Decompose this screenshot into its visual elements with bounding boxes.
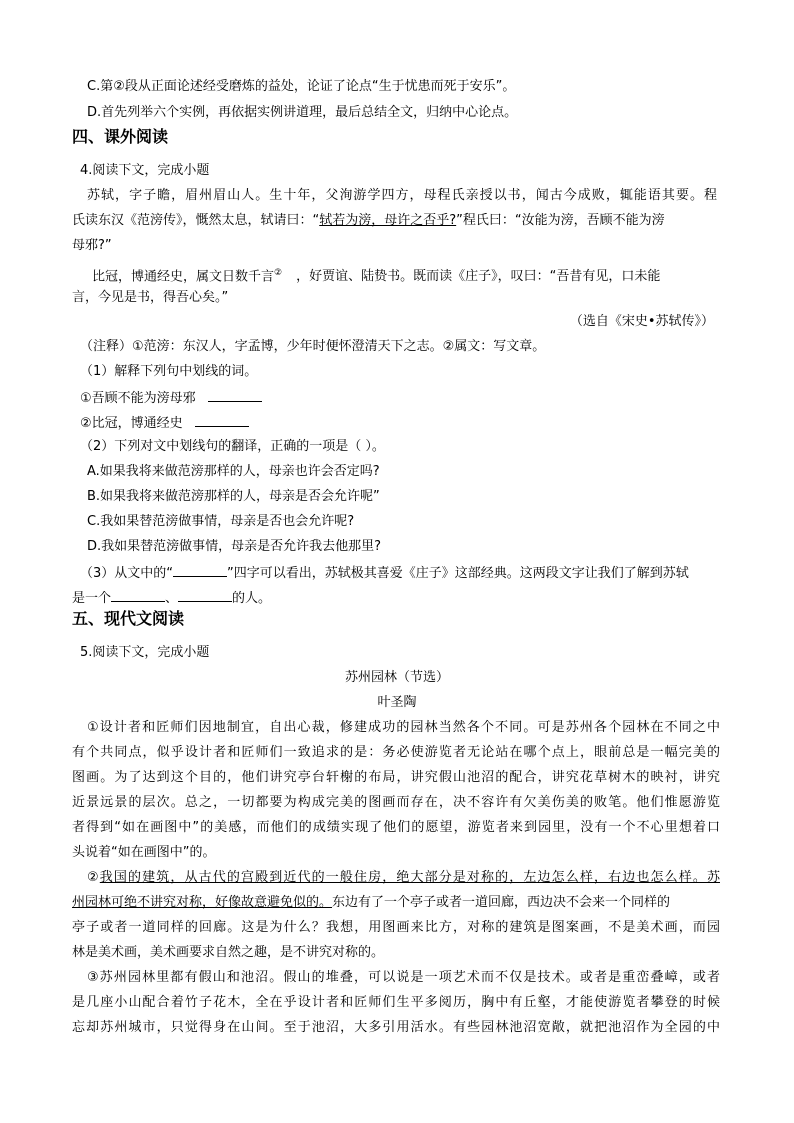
section-4-heading: 四、课外阅读	[72, 127, 169, 146]
option-c: C.我如果替范滂做事情，母亲是否也会允许呢?	[87, 514, 355, 529]
option-c: C.第②段从正面论述经受磨炼的益处，论证了论点“生于忧患而死于安乐”。	[87, 79, 516, 94]
article-title: 苏州园林（节选）	[344, 670, 449, 685]
footnote-marker: ②	[274, 268, 283, 278]
sub-question-1: （1）解释下列句中划线的词。	[80, 364, 258, 379]
paragraph-line: 亭子或者一道同样的回廊。这是为什么？我想，用图画来比方，对称的建筑是图案画，不是美术画，而园	[72, 920, 720, 935]
paragraph-line: 图画。为了达到这个目的，他们讲究亭台轩榭的布局，讲究假山池沼的配合，讲究花草树木的映衬，讲究	[72, 770, 720, 785]
option-b: B.如果我将来做范滂那样的人，母亲是否会允许呢”	[87, 489, 380, 504]
passage-line: 言，今见是书，得吾心矣。”	[72, 290, 229, 305]
section-5-heading: 五、现代文阅读	[72, 609, 185, 628]
question-5-prompt: 5.阅读下文，完成小题	[80, 645, 210, 660]
paragraph-line: 者得到“如在画图中”的美感，而他们的成绩实现了他们的愿望，游览者来到园里，没有一个不心里想着口	[72, 820, 720, 835]
sub-question-3: （3）从文中的“ ”四字可以看出，苏轼极其喜爱《庄子》这部经典。这两段文字让我们了解到苏轼	[80, 562, 722, 584]
passage-line: 母邪?”	[72, 238, 112, 253]
article-author: 叶圣陶	[377, 695, 417, 710]
paragraph-line: ②我国的建筑，从古代的宫殿到近代的一般住房，绝大部分是对称的，左边怎么样，右边也怎么样。苏	[87, 870, 720, 885]
underlined-sentence: 州园林可绝不讲究对称，好像故意避免似的。	[72, 895, 333, 910]
paragraph-line: 近景远景的层次。总之，一切都要为构成完美的图画而存在，决不容许有欠美伤美的败笔。他们惟愿游览	[72, 795, 720, 810]
answer-blank[interactable]	[173, 562, 227, 577]
sub-question-3-cont: 是一个 、 的人。	[72, 587, 722, 609]
option-d: D.我如果替范滂做事情，母亲是否允许我去他那里?	[87, 539, 382, 554]
answer-blank[interactable]	[111, 587, 165, 602]
sub-question-2: （2）下列对文中划线句的翻译，正确的一项是（ ）。	[80, 439, 385, 454]
paragraph-line: 是几座小山配合着竹子花木，全在乎设计者和匠师们生平多阅历，胸中有丘壑，才能使游览者攀登的时候	[72, 995, 720, 1010]
paragraph-line: 有个共同点，似乎设计者和匠师们一致追求的是：务必使游览者无论站在哪个点上，眼前总是一幅完美的	[72, 745, 720, 760]
option-a: A.如果我将来做范滂那样的人，母亲也许会否定吗?	[87, 464, 380, 479]
paragraph-line: ①设计者和匠师们因地制宜，自出心裁，修建成功的园林当然各个不同。可是苏州各个园林在不同之中	[87, 720, 720, 735]
passage-line: 比冠，博通经史，属文日数千言② ，好贾谊、陆贽书。既而读《庄子》，叹曰：“吾昔有见，口未能	[92, 268, 661, 285]
option-d: D.首先列举六个实例，再依据实例讲道理，最后总结全文，归纳中心论点。	[87, 105, 518, 120]
passage-line: 氏读东汉《范滂传》，慨然太息，轼请曰：“轼若为滂，母许之否乎?”程氏曰：“汝能为滂，吾顾不能为滂	[72, 213, 665, 228]
paragraph-line: 头说着“如在画图中”的。	[72, 845, 216, 860]
sub-question-1a: ①吾顾不能为滂母邪	[80, 387, 722, 409]
paragraph-line: 忘却苏州城市，只觉得身在山间。至于池沼，大多引用活水。有些园林池沼宽敞，就把池沼作为全园的中	[72, 1020, 720, 1035]
underlined-sentence: 我国的建筑，从古代的宫殿到近代的一般住房，绝大部分是对称的，左边怎么样，右边也怎么样。苏	[99, 870, 720, 885]
underlined-sentence: 轼若为滂，母许之否乎?	[319, 213, 457, 228]
notes: （注释）①范滂：东汉人，字孟博，少年时便怀澄清天下之志。②属文：写文章。	[80, 339, 546, 354]
source-citation: （选自《宋史•苏轼传》）	[569, 314, 714, 329]
paragraph-line: ③苏州园林里都有假山和池沼。假山的堆叠，可以说是一项艺术而不仅是技术。或者是重峦叠嶂，或者	[87, 970, 720, 985]
answer-blank[interactable]	[195, 412, 249, 427]
answer-blank[interactable]	[178, 587, 232, 602]
paragraph-line: 林是美术画，美术画要求自然之趣，是不讲究对称的。	[72, 945, 385, 960]
answer-blank[interactable]	[208, 387, 262, 402]
passage-line: 苏轼，字子瞻，眉州眉山人。生十年，父洵游学四方，母程氏亲授以书，闻古今成败，辄能语其要。程	[87, 188, 717, 203]
paragraph-line: 州园林可绝不讲究对称，好像故意避免似的。东边有了一个亭子或者一道回廊，西边决不会来一个同样的	[72, 895, 671, 910]
question-4-prompt: 4.阅读下文，完成小题	[80, 163, 210, 178]
sub-question-1b: ②比冠，博通经史	[80, 412, 722, 434]
